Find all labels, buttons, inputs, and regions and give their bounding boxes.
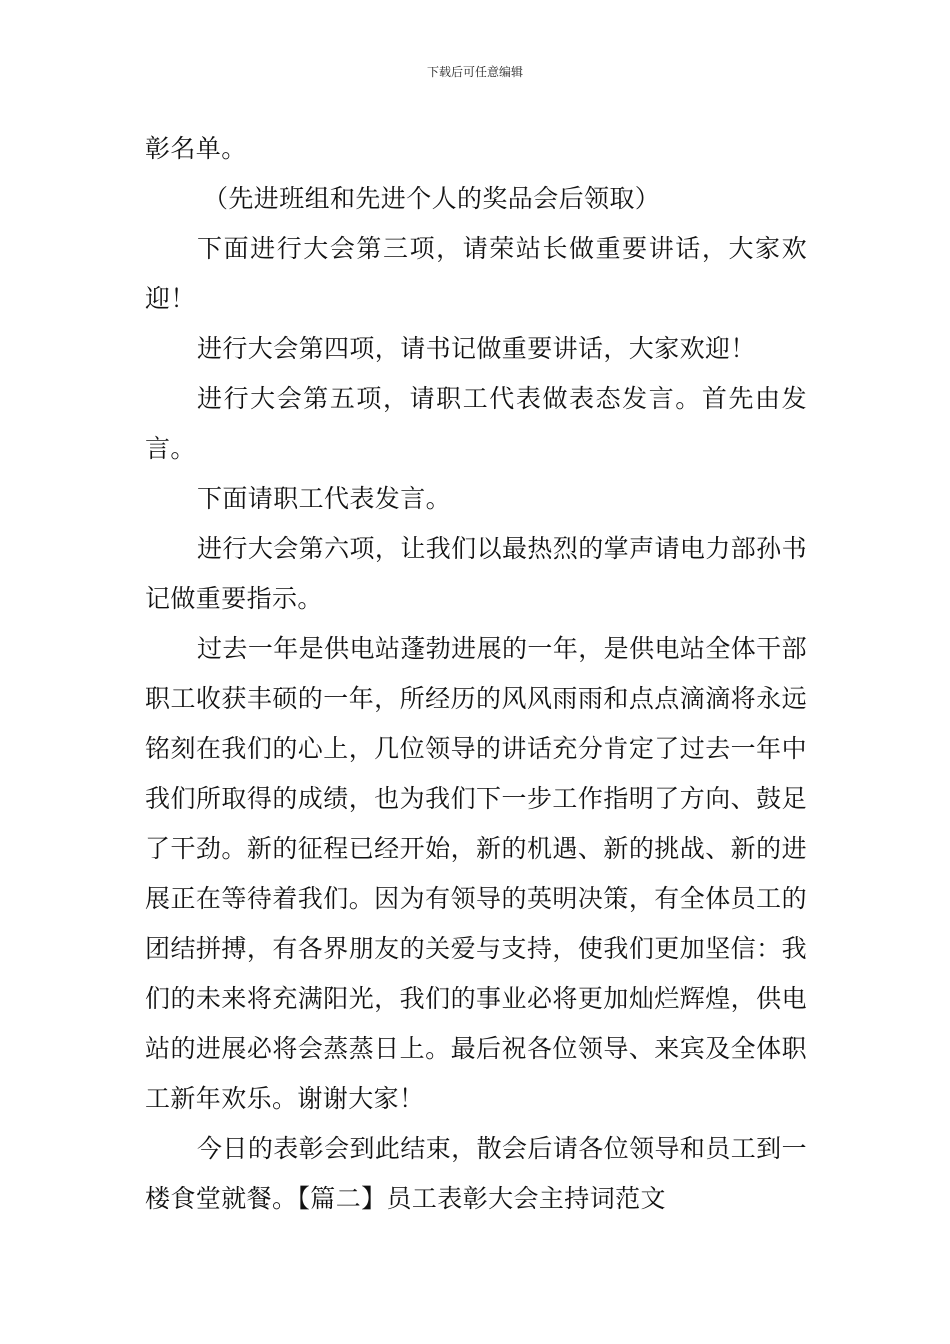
document-body xyxy=(145,124,807,1224)
page-header-note: 下载后可任意编辑 xyxy=(426,65,523,79)
paragraph-9: 今日的表彰会到此结束，散会后请各位领导和员工到一楼食堂就餐。【篇二】员工表彰大会主持词范文 xyxy=(145,1134,807,1213)
paragraph-8: 过去一年是供电站蓬勃进展的一年，是供电站全体干部职工收获丰硕的一年，所经历的风风雨雨和点点滴滴将永远铭刻在我们的心上，几位领导的讲话充分肯定了过去一年中我们所取得的成绩，也为我们下一步工作指明了方向、鼓足了干劲。新的征程已经开始，新的机遇、新的挑战、新的进展正在等待着我们。因为有领导的英明决策，有全体员工的团结拼搏，有各界朋友的关爱与支持，使我们更加坚信：我们的未来将充满阳光，我们的事业必将更加灿烂辉煌，供电站的进展必将会蒸蒸日上。最后祝各位领导、来宾及全体职工新年欢乐。谢谢大家！ xyxy=(145,634,807,1113)
paragraph-1: 彰名单。 xyxy=(145,134,247,163)
paragraph-6: 下面请职工代表发言。 xyxy=(197,484,452,513)
paragraph-4: 进行大会第四项，请书记做重要讲话，大家欢迎！ xyxy=(197,334,756,363)
paragraph-3: 下面进行大会第三项，请荣站长做重要讲话，大家欢迎！ xyxy=(145,234,807,313)
paragraph-2: （先进班组和先进个人的奖品会后领取） xyxy=(203,184,661,213)
paragraph-7: 进行大会第六项，让我们以最热烈的掌声请电力部孙书记做重要指示。 xyxy=(145,534,807,613)
paragraph-5: 进行大会第五项，请职工代表做表态发言。首先由发言。 xyxy=(145,384,807,463)
